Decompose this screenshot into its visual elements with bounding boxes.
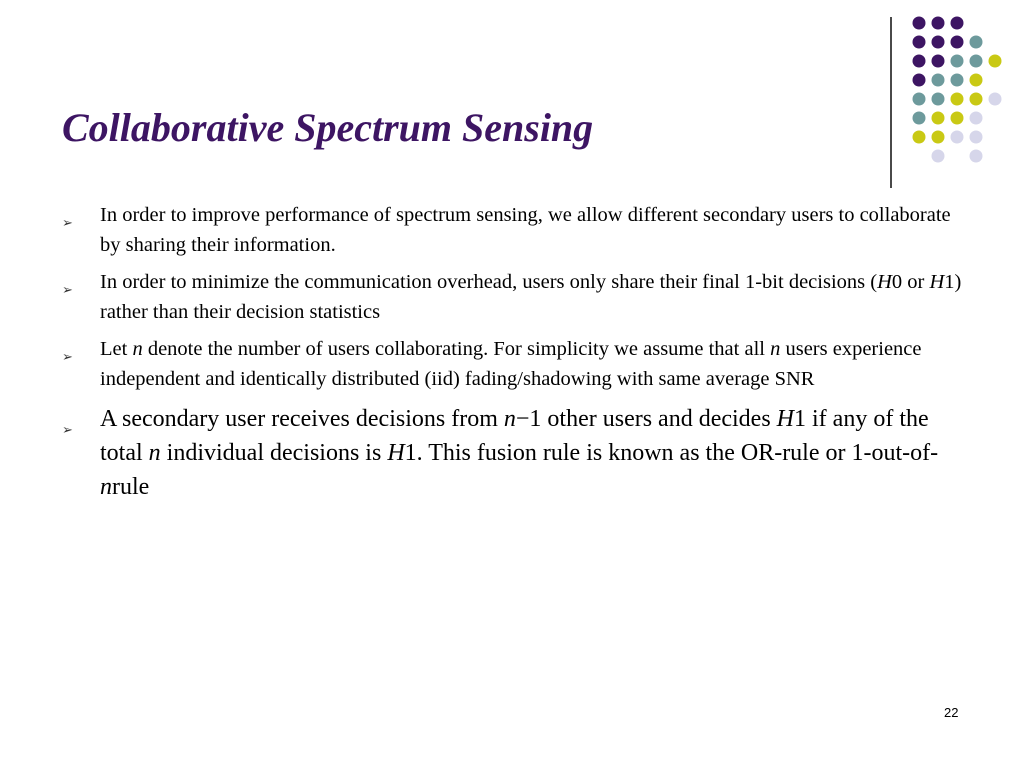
bullet-item [62, 200, 962, 260]
decorative-dot [932, 93, 945, 106]
bullet-item [62, 334, 962, 394]
decorative-dot [989, 55, 1002, 68]
arrow-bullet-icon: ➢ [62, 283, 73, 298]
decorative-dot [913, 74, 926, 87]
decorative-dot [932, 131, 945, 144]
arrow-bullet-icon: ➢ [62, 216, 73, 231]
bullet-text: In order to minimize the communication overhead, users only share their final 1-bit decisions (H0 or H1) rather than their decision statistics [100, 271, 962, 323]
decorative-dot [951, 93, 964, 106]
decorative-dot [970, 112, 983, 125]
bullet-text: In order to improve performance of spectrum sensing, we allow different secondary users to collaborate by sharing their information. [100, 204, 951, 256]
vertical-divider-line [890, 17, 892, 188]
decorative-dot [913, 93, 926, 106]
decorative-dot [951, 74, 964, 87]
decorative-dot [932, 55, 945, 68]
decorative-dot [989, 93, 1002, 106]
decorative-dot [951, 131, 964, 144]
bullet-list [62, 200, 962, 511]
arrow-bullet-icon: ➢ [62, 423, 73, 438]
bullet-item [62, 267, 962, 327]
decorative-dot [913, 36, 926, 49]
decorative-dot [970, 74, 983, 87]
decorative-dot [913, 131, 926, 144]
decorative-dot [970, 36, 983, 49]
decorative-dot [970, 93, 983, 106]
decorative-dot [951, 36, 964, 49]
page-number: 22 [944, 705, 959, 720]
decorative-dot [932, 150, 945, 163]
decorative-dot [913, 112, 926, 125]
decorative-dot [913, 17, 926, 30]
decorative-dot [932, 17, 945, 30]
decorative-dot [970, 131, 983, 144]
decorative-dot [913, 55, 926, 68]
decorative-dot [951, 17, 964, 30]
decorative-dot [951, 112, 964, 125]
slide-title: Collaborative Spectrum Sensing [62, 105, 594, 150]
bullet-item [62, 402, 962, 504]
decorative-dot-grid [0, 0, 1024, 200]
decorative-dot [970, 55, 983, 68]
decorative-dot [932, 36, 945, 49]
arrow-bullet-icon: ➢ [62, 350, 73, 365]
decorative-dot [970, 150, 983, 163]
bullet-text: A secondary user receives decisions from n−1 other users and decides H1 if any of the total n individual decisions is H1. This fusion rule is known as the OR-rule or 1-out-of-nrule [100, 406, 939, 500]
decorative-dot [951, 55, 964, 68]
bullet-text: Let n denote the number of users collaborating. For simplicity we assume that all n users experience independent and identically distributed (iid) fading/shadowing with same average SNR [100, 338, 922, 390]
decorative-dot [932, 112, 945, 125]
decorative-dot [932, 74, 945, 87]
